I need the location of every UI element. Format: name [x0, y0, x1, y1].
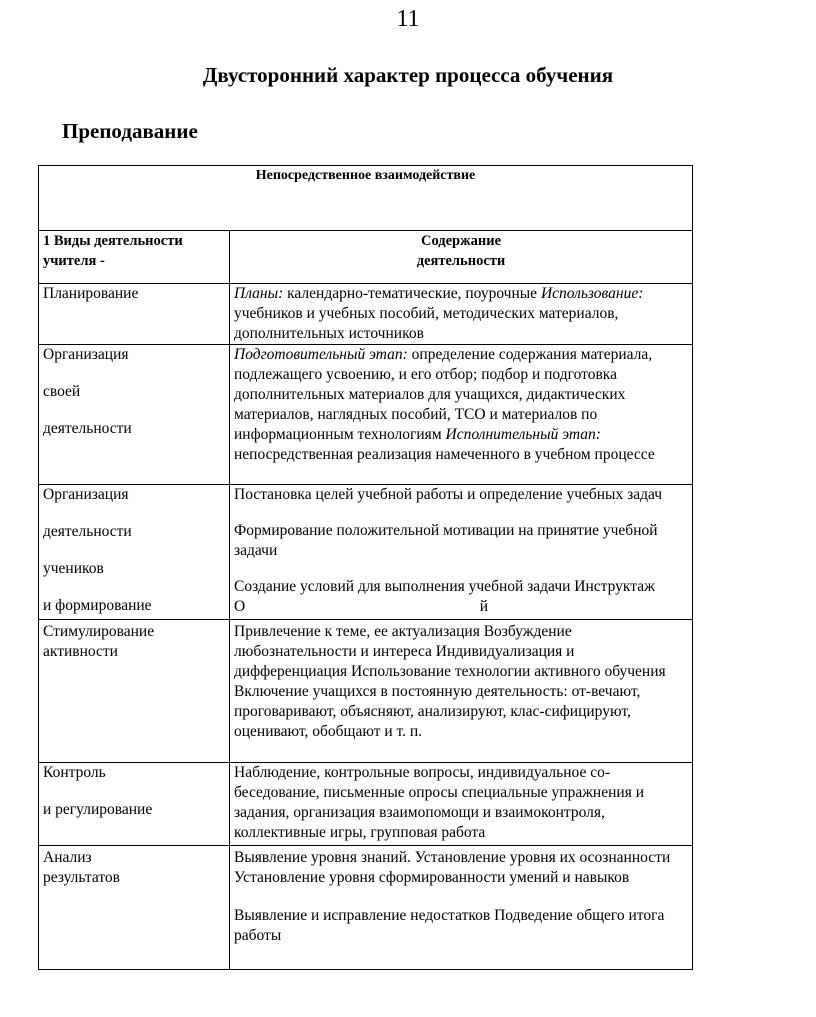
activity-cell	[39, 485, 230, 620]
content-paragraph: Выявление и исправление недостатков Подведение общего итога работы	[234, 907, 665, 944]
activity-label: результатов	[43, 869, 120, 886]
content-italic: Использование:	[540, 285, 644, 302]
content-cell	[230, 846, 693, 970]
table-row	[39, 485, 693, 620]
content-text: учебников и учебных пособий, методических материалов, дополнительных источников	[234, 305, 619, 342]
table-row	[39, 345, 693, 485]
activity-label: Планирование	[43, 285, 139, 302]
content-text: календарно-тематические, поурочные	[287, 285, 538, 302]
table-row	[39, 284, 693, 345]
content-cell	[230, 345, 693, 485]
content-paragraph: Формирование положительной мотивации на принятие учебной задачи	[234, 522, 658, 559]
column-header-line: Содержание	[420, 233, 502, 249]
content-cell	[230, 620, 693, 763]
column-header-line: учителя -	[43, 253, 105, 269]
table-header-row	[39, 166, 693, 231]
content-tail-line	[234, 597, 688, 617]
column-header-line: деятельности	[416, 253, 506, 269]
table-row	[39, 846, 693, 970]
activity-label: Контроль	[43, 764, 106, 781]
activity-label: активности	[43, 643, 118, 660]
table-row	[39, 763, 693, 846]
activity-cell	[39, 284, 230, 345]
activity-label: учеников	[43, 560, 104, 577]
activity-label: и регулирование	[43, 801, 153, 818]
document-title: Двусторонний характер процесса обучения	[202, 63, 614, 87]
column-header-line: 1 Виды деятельности	[43, 233, 183, 249]
content-cell	[230, 284, 693, 345]
content-cell	[230, 763, 693, 846]
column-header-content	[230, 231, 693, 284]
content-paragraph: Постановка целей учебной работы и определение учебных задач	[234, 486, 663, 503]
activity-label: Организация	[43, 486, 129, 503]
content-paragraph: Привлечение к теме, ее актуализация Возбуждение любознательности и интереса Индивидуализация и дифференциация Использование технологии активного обучения Включение учащихся в постоянную деятельность: от-вечают, проговаривают, объясняют, анализируют, клас-сифицируют, оценивают, обобщают и т. п.	[234, 623, 666, 740]
activity-label: и формирование	[43, 597, 152, 614]
activity-cell	[39, 763, 230, 846]
page-number: 11	[396, 6, 420, 32]
column-header-activities	[39, 231, 230, 284]
content-cell	[230, 485, 693, 620]
content-tail-right: й	[479, 598, 488, 615]
activities-table	[38, 165, 693, 970]
activity-label: своей	[43, 383, 81, 400]
column-header-row	[39, 231, 693, 284]
activity-label: деятельности	[43, 420, 132, 437]
content-text: определение содержания материала, подлежащего усвоению, и его отбор; подбор и подготовка дополнительных материалов для учащихся, дидактических материалов, наглядных пособий, ТСО и материалов по информационным технологиям	[234, 346, 653, 443]
content-italic: Планы:	[234, 285, 284, 302]
activity-label: Организация	[43, 346, 129, 363]
merged-header-cell	[39, 166, 693, 231]
content-paragraph: Наблюдение, контрольные вопросы, индивидуальное со-беседование, письменные опросы специальные упражнения и задания, организация взаимопомощи и взаимоконтроля, коллективные игры, групповая работа	[234, 764, 645, 841]
activity-cell	[39, 620, 230, 763]
section-heading: Преподавание	[62, 119, 198, 143]
table-row	[39, 620, 693, 763]
activity-label: деятельности	[43, 523, 132, 540]
activity-cell	[39, 345, 230, 485]
activity-label: Анализ	[43, 849, 92, 866]
activity-cell	[39, 846, 230, 970]
activity-label: Стимулирование	[43, 623, 155, 640]
content-italic: Подготовительный этап:	[234, 346, 408, 363]
merged-header-text: Непосредственное взаимодействие	[255, 168, 476, 183]
content-paragraph: Создание условий для выполнения учебной задачи Инструктаж	[234, 578, 655, 595]
content-text: непосредственная реализация намеченного в учебном процессе	[234, 446, 655, 463]
content-italic: Исполнительный этап:	[445, 426, 601, 443]
content-tail-left: О	[234, 598, 246, 615]
content-paragraph: Выявление уровня знаний. Установление уровня их осознанности Установление уровня сформированности умений и навыков	[234, 849, 671, 886]
